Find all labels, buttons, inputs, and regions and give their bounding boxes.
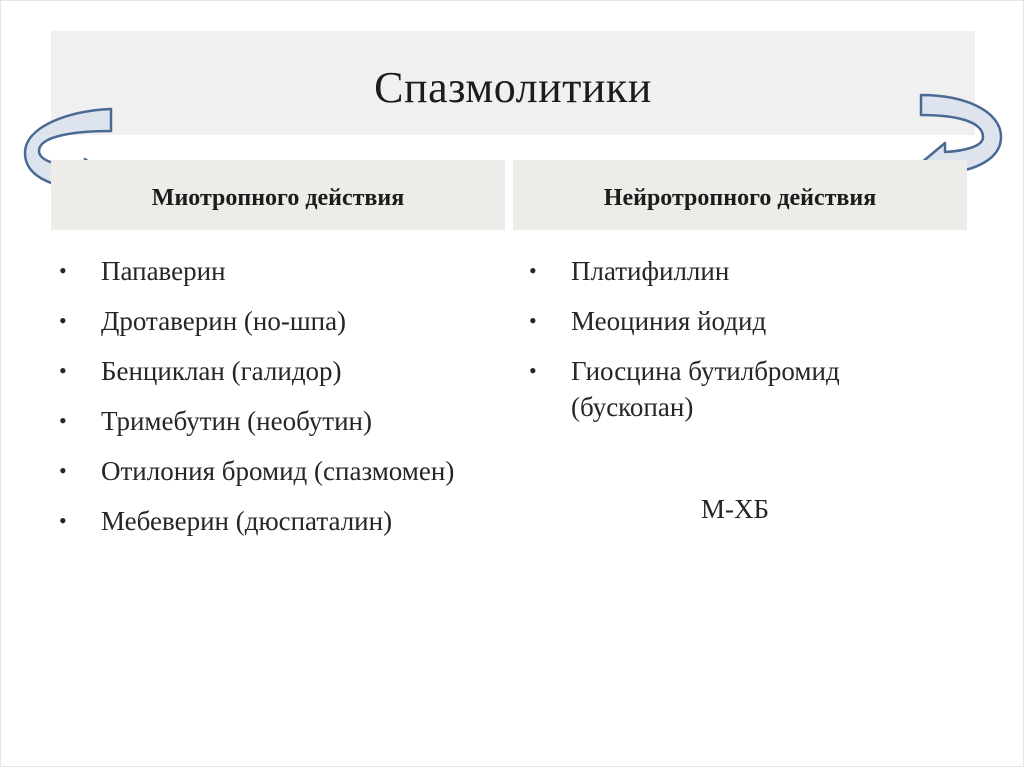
list-item: • Меоциния йодид: [529, 303, 949, 339]
bullet-icon: •: [59, 308, 67, 333]
list-item: • Папаверин: [59, 253, 499, 289]
left-column-header: [51, 160, 505, 230]
list-item: • Тримебутин (необутин): [59, 403, 499, 439]
bullet-icon: •: [529, 258, 537, 283]
list-item: • Гиосцина бутилбромид (бускопан): [529, 353, 949, 425]
receptor-note: М-ХБ: [701, 494, 770, 524]
list-item: • Платифиллин: [529, 253, 949, 289]
bullet-icon: •: [529, 308, 537, 333]
list-item: • Мебеверин (дюспаталин): [59, 503, 499, 539]
bullet-icon: •: [59, 458, 67, 483]
right-column-list: [529, 253, 949, 439]
left-column-list: [59, 253, 499, 553]
list-item: • Отилония бромид (спазмомен): [59, 453, 499, 489]
bullet-icon: •: [59, 508, 67, 533]
left-column-header-text: Миотропного действия: [151, 184, 405, 211]
right-column-header-text: Нейротропного действия: [603, 184, 877, 211]
slide-title: Спазмолитики: [374, 62, 652, 112]
list-item: • Дротаверин (но-шпа): [59, 303, 499, 339]
bullet-icon: •: [529, 358, 537, 383]
bullet-icon: •: [59, 358, 67, 383]
list-item: • Бенциклан (галидор): [59, 353, 499, 389]
right-column-header: [513, 160, 967, 230]
bullet-icon: •: [59, 258, 67, 283]
bullet-icon: •: [59, 408, 67, 433]
title-band: [51, 31, 975, 135]
